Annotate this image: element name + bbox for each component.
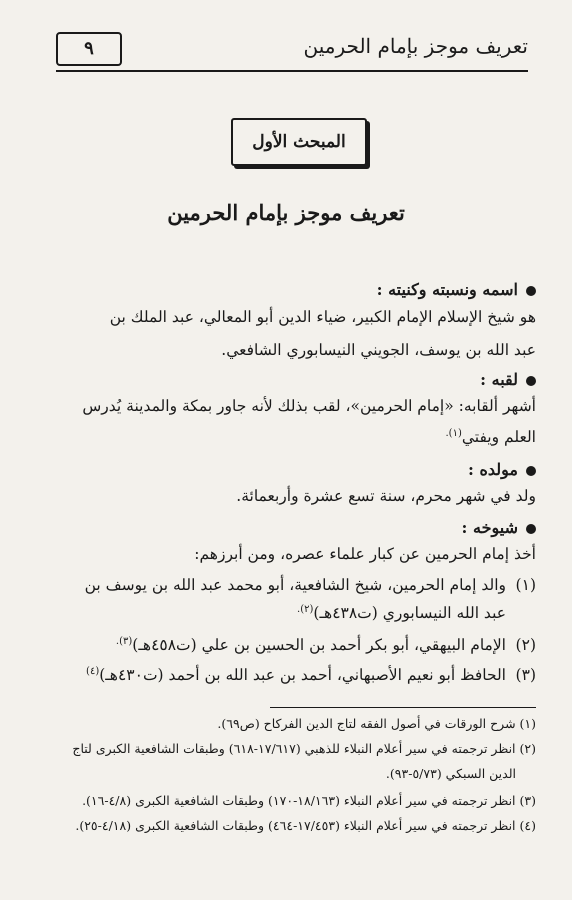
footnote-continuation: الدين السبكي (٥/٧٣-٩٣). bbox=[385, 766, 516, 781]
footnote-ref: (٢). bbox=[297, 604, 314, 615]
footnote-ref: (٤) bbox=[86, 666, 100, 677]
list-item bbox=[36, 666, 536, 684]
bullet-icon bbox=[526, 286, 536, 296]
heading-text: لقبه : bbox=[480, 370, 518, 389]
list-item-text: والد إمام الحرمين، شيخ الشافعية، أبو محمد عبد الله بن يوسف بن bbox=[84, 576, 506, 594]
list-item-text: عبد الله النيسابوري (ت٤٣٨هـ) bbox=[313, 604, 506, 623]
footnote: (١) شرح الورقات في أصول الفقه لتاج الدين الفركاح (ص٦٩). bbox=[217, 716, 536, 731]
list-item bbox=[36, 576, 536, 594]
list-number: (١) bbox=[515, 576, 536, 594]
footnote: (٣) انظر ترجمته في سير أعلام النبلاء (١٨/١٦٣-١٧٠) وطبقات الشافعية الكبرى (٤/٨-١٦). bbox=[82, 793, 536, 808]
footnote-ref: (٣). bbox=[115, 636, 133, 647]
running-header-title: تعريف موجز بإمام الحرمين bbox=[303, 34, 528, 58]
bullet-icon bbox=[526, 466, 536, 476]
section-label-box: المبحث الأول bbox=[231, 118, 367, 166]
paragraph-line: أشهر ألقابه: «إمام الحرمين»، لقب بذلك لأنه جاور بمكة والمدينة يُدرس bbox=[82, 397, 536, 415]
footnote: (٢) انظر ترجمته في سير أعلام النبلاء للذهبي (١٧/٦١٧-٦١٨) وطبقات الشافعية الكبرى لتاج bbox=[72, 741, 536, 756]
heading-text: مولده : bbox=[468, 460, 518, 479]
list-number: (٣) bbox=[515, 666, 536, 685]
section-heading-birth bbox=[36, 460, 536, 479]
paragraph-line: أخذ إمام الحرمين عن كبار علماء عصره، ومن أبرزهم: bbox=[194, 545, 536, 563]
header-divider bbox=[56, 70, 528, 72]
heading-text: اسمه ونسبته وكنيته : bbox=[376, 280, 518, 299]
bullet-icon bbox=[526, 376, 536, 386]
section-heading-name bbox=[36, 280, 536, 299]
bullet-icon bbox=[526, 524, 536, 534]
list-item bbox=[36, 636, 536, 654]
footnote-ref: (١). bbox=[445, 428, 462, 439]
paragraph-line: هو شيخ الإسلام الإمام الكبير، ضياء الدين أبو المعالي، عبد الملك بن bbox=[109, 308, 536, 326]
list-item-text: الحافظ أبو نعيم الأصبهاني، أحمد بن عبد الله بن أحمد (ت٤٣٠هـ) bbox=[99, 666, 506, 685]
section-heading-title bbox=[36, 370, 536, 389]
list-item-text: الإمام البيهقي، أبو بكر أحمد بن الحسين بن علي (ت٤٥٨هـ) bbox=[132, 636, 506, 655]
paragraph-text: العلم ويفتي bbox=[461, 428, 536, 447]
running-header bbox=[56, 30, 528, 70]
footnote: (٤) انظر ترجمته في سير أعلام النبلاء (١٧/٤٥٣-٤٦٤) وطبقات الشافعية الكبرى (٤/١٨-٢٥). bbox=[75, 818, 536, 833]
heading-text: شيوخه : bbox=[461, 518, 518, 537]
section-heading-teachers bbox=[36, 518, 536, 537]
footnote-divider bbox=[270, 707, 536, 708]
chapter-title: تعريف موجز بإمام الحرمين bbox=[167, 200, 405, 225]
paragraph-line bbox=[36, 428, 536, 446]
list-number: (٢) bbox=[515, 636, 536, 655]
page-number: ٩ bbox=[56, 32, 122, 66]
paragraph-line: ولد في شهر محرم، سنة تسع عشرة وأربعمائة. bbox=[236, 487, 536, 505]
list-item-continuation bbox=[36, 604, 506, 622]
paragraph-line: عبد الله بن يوسف، الجويني النيسابوري الشافعي. bbox=[221, 341, 536, 359]
